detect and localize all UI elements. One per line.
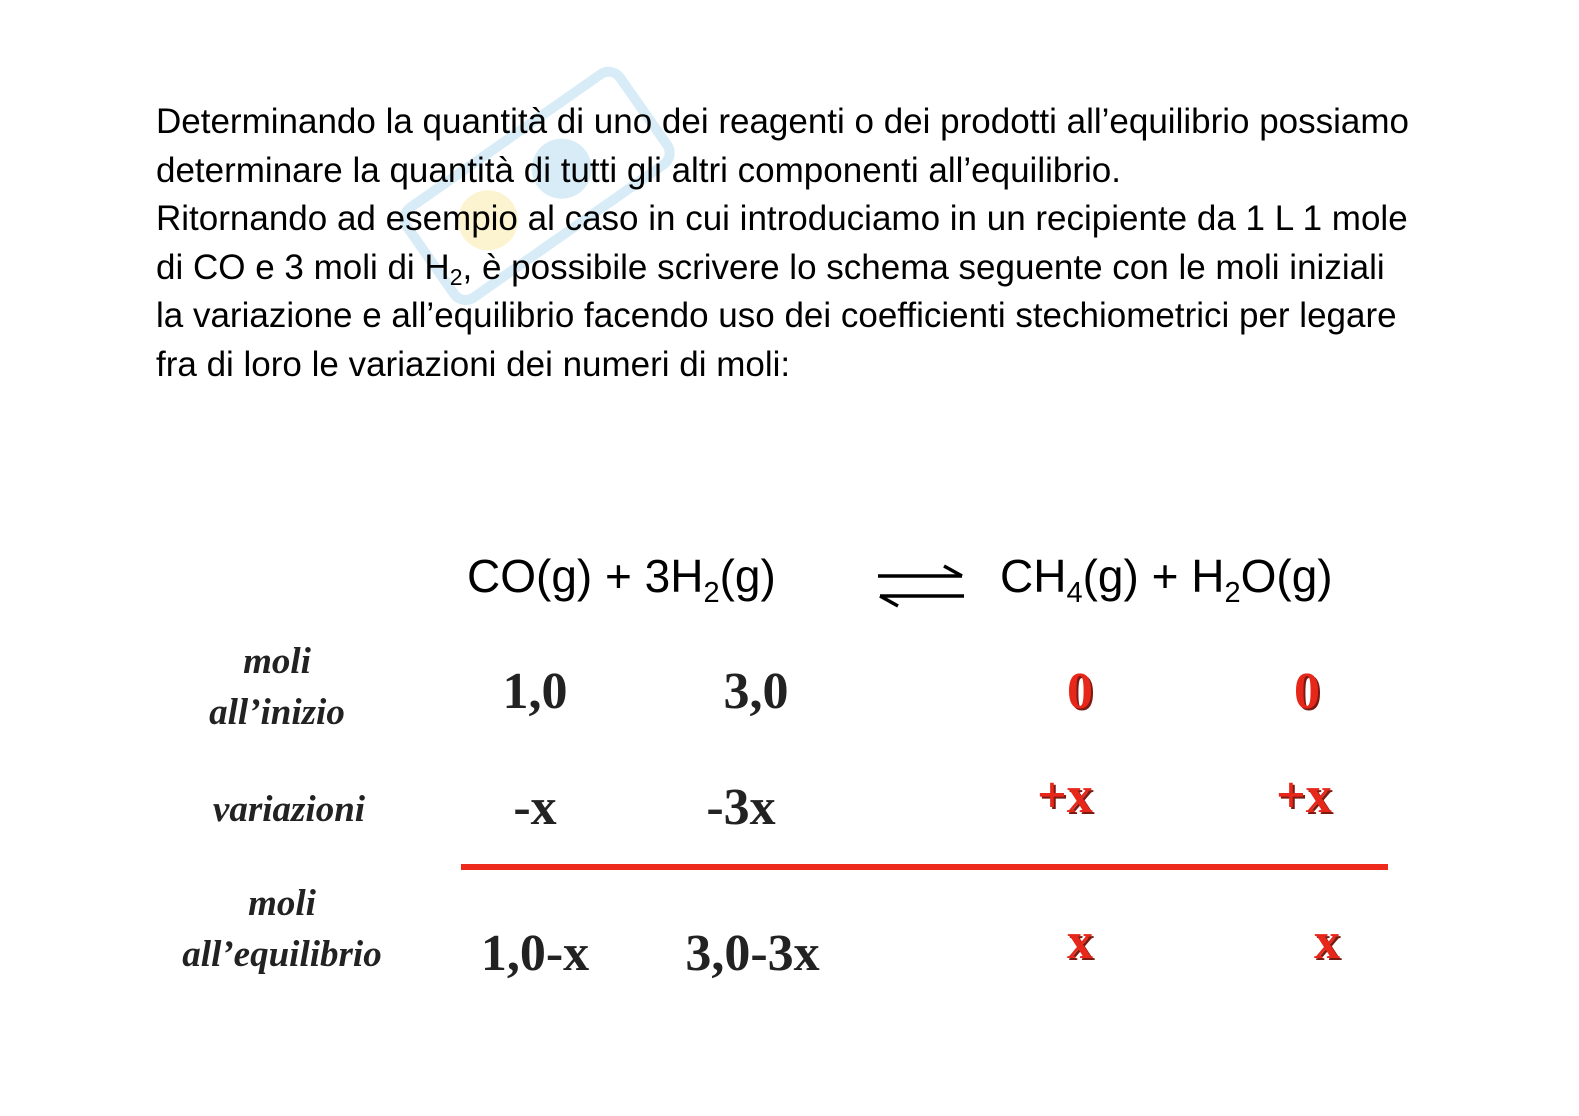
- table-divider: [461, 864, 1388, 870]
- reactants-subscript: 2: [703, 577, 720, 609]
- cell-initial-ch4: 0: [1067, 663, 1093, 720]
- row-label-equilibrium-line2: all’equilibrio: [182, 934, 382, 975]
- row-label-initial: [137, 636, 417, 738]
- cell-eq-co: 1,0-x: [480, 925, 590, 982]
- intro-paragraph-2-start: Ritornando ad esempio al caso in cui introduciamo in un recipiente da 1 L 1 mole di CO e 3 moli di H: [156, 199, 1408, 287]
- equilibrium-arrows-icon: [872, 560, 970, 610]
- intro-subscript: 2: [449, 263, 463, 290]
- reactants-state: (g): [719, 550, 776, 602]
- intro-paragraph-2: [156, 195, 1416, 389]
- cell-var-h2o: +x: [1276, 767, 1332, 824]
- intro-paragraph-1: Determinando la quantità di uno dei reagenti o dei prodotti all’equilibrio possiamo determinare la quantità di tutti gli altri componenti all’equilibrio.: [156, 102, 1410, 190]
- cell-initial-co: 1,0: [502, 663, 568, 720]
- products-text-3: O(g): [1240, 550, 1333, 602]
- cell-initial-h2: 3,0: [723, 663, 789, 720]
- equation-products: [1000, 546, 1333, 609]
- row-label-equilibrium-line1: moli: [248, 883, 316, 924]
- cell-initial-h2o: 0: [1294, 663, 1320, 720]
- row-label-initial-line1: moli: [243, 641, 311, 682]
- cell-eq-h2: 3,0-3x: [685, 925, 820, 982]
- products-text-1: CH: [1000, 550, 1067, 602]
- cell-var-ch4: +x: [1037, 767, 1093, 824]
- row-label-variations: variazioni: [212, 789, 366, 830]
- reactants-text: CO(g) + 3H: [467, 550, 704, 602]
- row-label-initial-line2: all’inizio: [209, 692, 345, 733]
- cell-eq-ch4: x: [1067, 913, 1093, 970]
- cell-eq-h2o: x: [1314, 913, 1340, 970]
- products-subscript-2: 2: [1224, 577, 1241, 609]
- row-label-equilibrium: [142, 878, 422, 980]
- cell-var-co: -x: [513, 779, 557, 836]
- products-text-2: (g) + H: [1082, 550, 1225, 602]
- products-subscript-1: 4: [1066, 577, 1083, 609]
- cell-var-h2: -3x: [706, 779, 776, 836]
- intro-paragraph-2-end: , è possibile scrivere lo schema seguente con le moli iniziali la variazione e all’equilibrio facendo uso dei coefficienti stechiometrici per legare fra di loro le variazioni dei numeri di moli:: [156, 247, 1397, 384]
- intro-text: [156, 98, 1416, 390]
- equation-reactants: [467, 546, 776, 609]
